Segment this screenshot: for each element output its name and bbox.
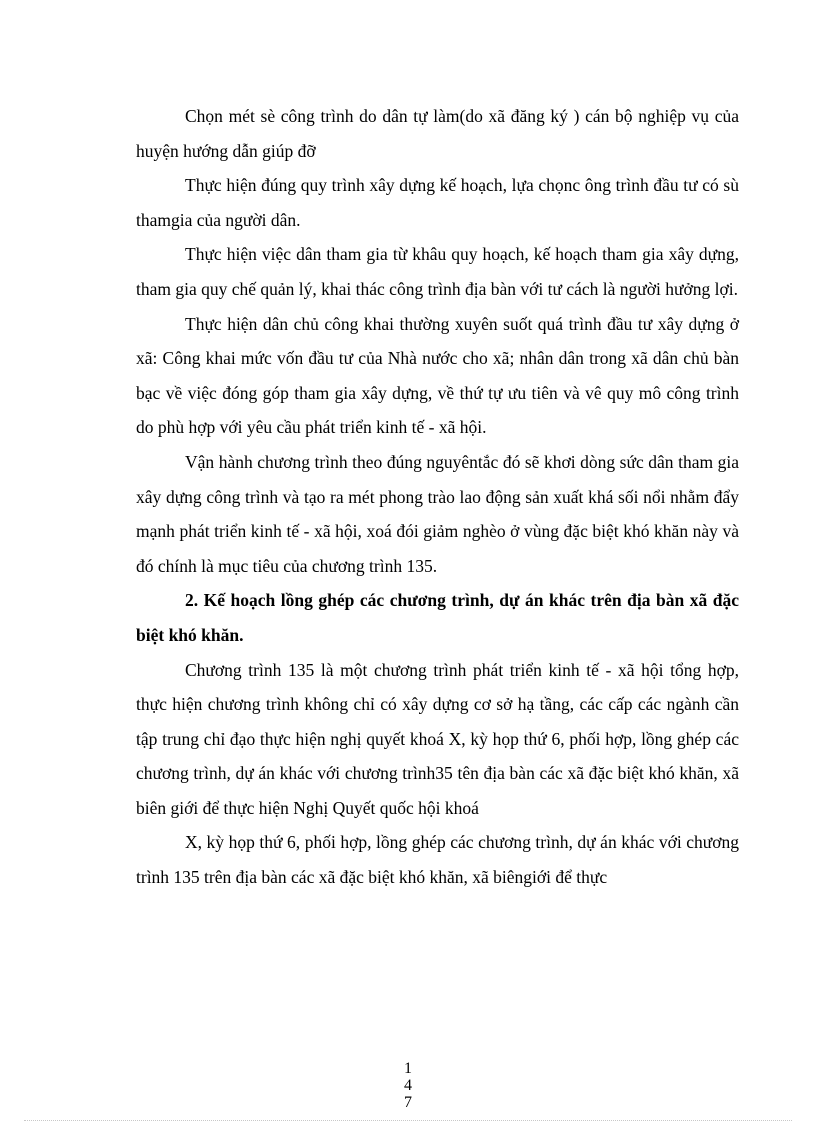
page-number-digit: 7 [404, 1094, 412, 1111]
paragraph-7: X, kỳ họp thứ 6, phối hợp, lồng ghép các chương trình, dự án khác với chương trình 135 trên địa bàn các xã đặc biệt khó khăn, xã biêngiới để thực [136, 832, 739, 888]
page-number-digit: 1 [404, 1060, 412, 1077]
footer-divider [24, 1120, 792, 1121]
paragraph-5: Vận hành chương trình theo đúng nguyêntắc đó sẽ khơi dòng sức dân tham gia xây dựng công trình và tạo ra mét phong trào lao động sản xuất khá sối nổi nhằm đẩy mạnh phát triển kinh tế - xã hội, xoá đói giảm nghèo ở vùng đặc biệt khó khăn này và đó chính là mục tiêu của chương trình 135. [136, 451, 739, 576]
section-heading: 2. Kế hoạch lồng ghép các chương trình, dự án khác trên địa bàn xã đặc biệt khó khăn. [136, 590, 739, 645]
document-body [136, 99, 739, 895]
page-number-digit: 4 [404, 1077, 412, 1094]
paragraph-6: Chương trình 135 là một chương trình phát triển kinh tế - xã hội tổng hợp, thực hiện chương trình không chỉ có xây dựng cơ sở hạ tầng, các cấp các ngành cần tập trung chỉ đạo thực hiện nghị quyết khoá X, kỳ họp thứ 6, phối hợp, lồng ghép các chương trình, dự án khác với chương trình35 tên địa bàn các xã đặc biệt khó khăn, xã biên giới để thực hiện Nghị Quyết quốc hội khoá [136, 659, 739, 818]
paragraph-3: Thực hiện việc dân tham gia từ khâu quy hoạch, kế hoạch tham gia xây dựng, tham gia quy chế quản lý, khai thác công trình địa bàn với tư cách là người hưởng lợi. [136, 244, 739, 299]
page-number [398, 1060, 418, 1111]
paragraph-4: Thực hiện dân chủ công khai thường xuyên suốt quá trình đầu tư xây dựng ở xã: Công khai mức vốn đầu tư của Nhà nước cho xã; nhân dân trong xã dân chủ bàn bạc về việc đóng góp tham gia xây dựng, về thứ tự ưu tiên và vê quy mô công trình do phù hợp với yêu cầu phát triển kinh tế - xã hội. [136, 313, 739, 438]
paragraph-1: Chọn mét sè công trình do dân tự làm(do xã đăng ký ) cán bộ nghiệp vụ của huyện hướng dẫn giúp đỡ [136, 106, 739, 161]
paragraph-2: Thực hiện đúng quy trình xây dựng kế hoạch, lựa chọnc ông trình đầu tư có sù thamgia của người dân. [136, 175, 739, 230]
